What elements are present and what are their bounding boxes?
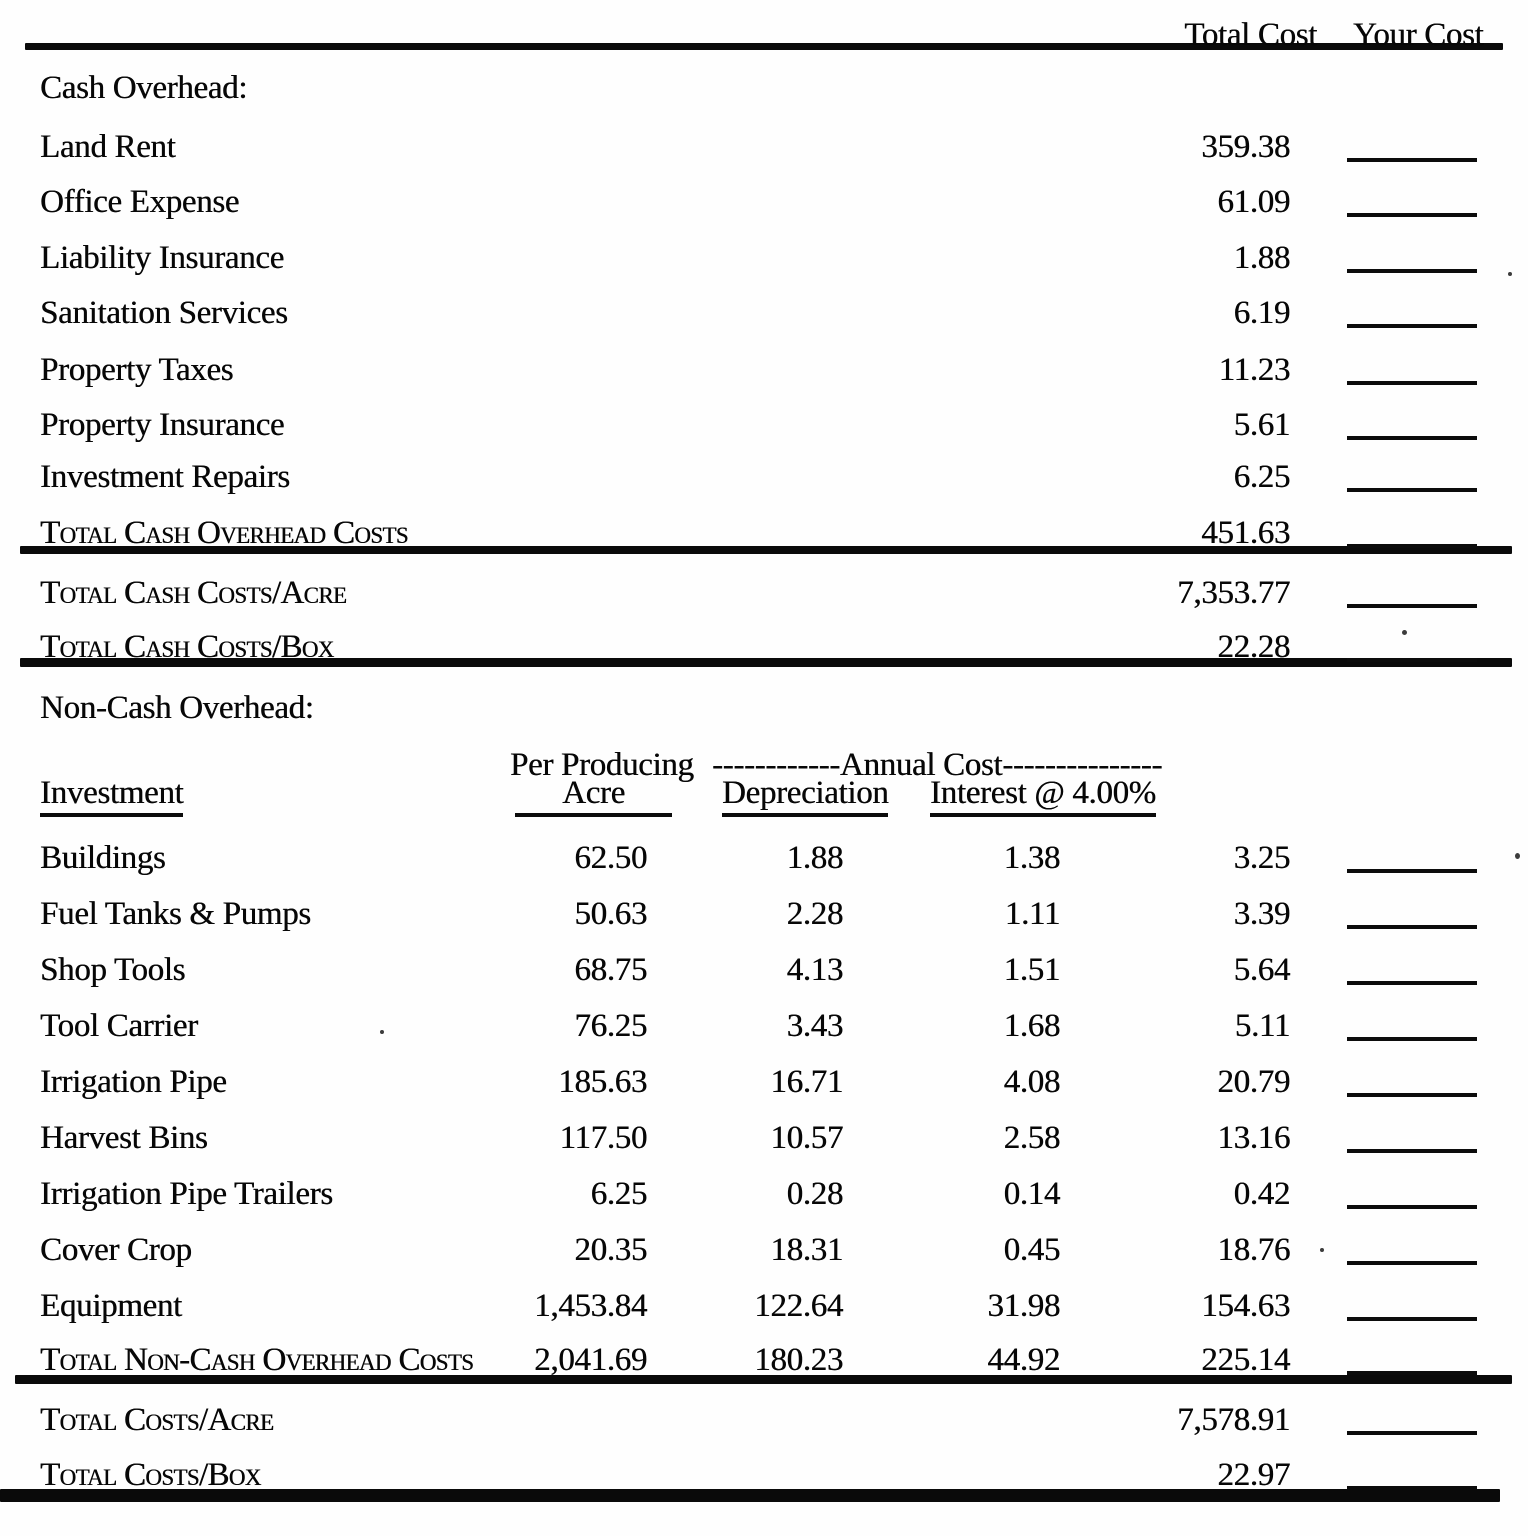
per-acre-value: 117.50: [559, 1120, 647, 1156]
summary-row-label: Total Cash Costs/Acre: [40, 575, 347, 611]
total-cost-value: 225.14: [1201, 1342, 1290, 1378]
row-sanitation-services: [0, 292, 1528, 330]
total-cost-value: 154.63: [1201, 1288, 1290, 1324]
your-cost-blank-line: [1347, 1431, 1477, 1435]
row-label: Liability Insurance: [40, 240, 284, 276]
per-acre-value: 68.75: [574, 952, 647, 988]
row-label: Property Insurance: [40, 407, 285, 443]
total-cost-value: 13.16: [1217, 1120, 1290, 1156]
per-producing-header: Per Producing: [510, 747, 694, 783]
total-cost-value: 61.09: [1217, 184, 1290, 220]
summary-row-label: Total Costs/Box: [40, 1457, 261, 1493]
your-cost-blank-line: [1347, 1037, 1477, 1041]
row-liability-insurance: [0, 237, 1528, 275]
total-cost-value: 3.39: [1233, 896, 1290, 932]
row-cover-crop: [0, 1229, 1528, 1267]
row-total-cash-costs-box: [0, 626, 1528, 664]
row-label: Investment Repairs: [40, 459, 290, 495]
interest-value: 0.14: [1003, 1176, 1060, 1212]
acre-column-header: Acre: [515, 777, 672, 817]
row-irrigation-pipe-trailers: [0, 1173, 1528, 1211]
interest-value: 1.68: [1003, 1008, 1060, 1044]
your-cost-blank-line: [1347, 1486, 1477, 1490]
your-cost-blank-line: [1347, 158, 1477, 162]
row-equipment: [0, 1285, 1528, 1323]
total-cost-value: 7,578.91: [1177, 1402, 1290, 1438]
row-harvest-bins: [0, 1117, 1528, 1155]
column-header-row: [0, 14, 1528, 52]
depreciation-value: 16.71: [770, 1064, 843, 1100]
depreciation-value: 0.28: [786, 1176, 843, 1212]
your-cost-blank-line: [1347, 488, 1477, 492]
your-cost-blank-line: [1347, 1261, 1477, 1265]
row-label: Irrigation Pipe: [40, 1064, 227, 1100]
per-acre-value: 50.63: [574, 896, 647, 932]
interest-value: 1.51: [1003, 952, 1060, 988]
row-fuel-tanks-pumps: [0, 893, 1528, 931]
your-cost-blank-line: [1347, 544, 1477, 548]
row-label: Property Taxes: [40, 352, 234, 388]
total-cost-value: 18.76: [1217, 1232, 1290, 1268]
row-shop-tools: [0, 949, 1528, 987]
your-cost-blank-line: [1347, 1205, 1477, 1209]
row-land-rent: [0, 126, 1528, 164]
row-label: Buildings: [40, 840, 166, 876]
row-investment-repairs: [0, 456, 1528, 494]
total-cost-value: 451.63: [1201, 515, 1290, 551]
row-total-non-cash-overhead-costs: [0, 1339, 1528, 1377]
your-cost-blank-line: [1347, 658, 1477, 662]
total-cost-value: 3.25: [1233, 840, 1290, 876]
interest-column-header: Interest @ 4.00%: [930, 777, 1156, 817]
your-cost-blank-line: [1347, 925, 1477, 929]
depreciation-value: 4.13: [786, 952, 843, 988]
investment-header-line2: [0, 775, 1528, 817]
summary-row-label: Total Cash Costs/Box: [40, 629, 334, 665]
depreciation-value: 3.43: [786, 1008, 843, 1044]
total-row-label: Total Non-Cash Overhead Costs: [40, 1342, 474, 1378]
row-label: Cover Crop: [40, 1232, 192, 1268]
total-cost-value: 22.97: [1217, 1457, 1290, 1493]
row-label: Sanitation Services: [40, 295, 288, 331]
your-cost-column-header: Your Cost: [1353, 17, 1484, 53]
row-irrigation-pipe: [0, 1061, 1528, 1099]
total-cost-value: 6.25: [1233, 459, 1290, 495]
row-label: Equipment: [40, 1288, 182, 1324]
total-cost-value: 11.23: [1218, 352, 1290, 388]
per-acre-value: 20.35: [574, 1232, 647, 1268]
total-cost-column-header: Total Cost: [1184, 17, 1317, 53]
depreciation-column-header: Depreciation: [722, 777, 888, 817]
total-cost-value: 5.64: [1233, 952, 1290, 988]
interest-value: 44.92: [987, 1342, 1060, 1378]
depreciation-value: 2.28: [786, 896, 843, 932]
row-office-expense: [0, 181, 1528, 219]
per-acre-value: 62.50: [574, 840, 647, 876]
row-total-cash-costs-acre: [0, 572, 1528, 610]
per-acre-value: 185.63: [558, 1064, 647, 1100]
total-cost-value: 359.38: [1201, 129, 1290, 165]
depreciation-value: 122.64: [754, 1288, 843, 1324]
total-cost-value: 6.19: [1233, 295, 1290, 331]
row-property-taxes: [0, 349, 1528, 387]
row-total-costs-box: [0, 1454, 1528, 1492]
row-tool-carrier: [0, 1005, 1528, 1043]
your-cost-blank-line: [1347, 1317, 1477, 1321]
annual-cost-header: ------------Annual Cost---------------: [712, 747, 1163, 783]
non-cash-overhead-heading-row: [0, 687, 1528, 725]
interest-value: 2.58: [1003, 1120, 1060, 1156]
total-cost-value: 7,353.77: [1177, 575, 1290, 611]
your-cost-blank-line: [1347, 324, 1477, 328]
interest-value: 0.45: [1003, 1232, 1060, 1268]
per-acre-value: 6.25: [590, 1176, 647, 1212]
your-cost-blank-line: [1347, 869, 1477, 873]
row-label: Office Expense: [40, 184, 240, 220]
your-cost-blank-line: [1347, 981, 1477, 985]
total-cost-value: 1.88: [1233, 240, 1290, 276]
total-cost-value: 0.42: [1233, 1176, 1290, 1212]
per-acre-value: 76.25: [574, 1008, 647, 1044]
investment-column-header: Investment: [40, 777, 183, 817]
interest-value: 1.38: [1003, 840, 1060, 876]
total-cost-value: 20.79: [1217, 1064, 1290, 1100]
cash-overhead-heading-row: [0, 67, 1528, 105]
row-buildings: [0, 837, 1528, 875]
row-total-costs-acre: [0, 1399, 1528, 1437]
your-cost-blank-line: [1347, 1093, 1477, 1097]
row-label: Irrigation Pipe Trailers: [40, 1176, 333, 1212]
row-total-cash-overhead-costs: [0, 512, 1528, 550]
total-row-label: Total Cash Overhead Costs: [40, 515, 408, 551]
row-label: Fuel Tanks & Pumps: [40, 896, 311, 932]
depreciation-value: 1.88: [786, 840, 843, 876]
your-cost-blank-line: [1347, 1371, 1477, 1375]
per-acre-value: 2,041.69: [534, 1342, 647, 1378]
section-heading: Non-Cash Overhead:: [40, 690, 314, 726]
per-acre-value: 1,453.84: [534, 1288, 647, 1324]
row-label: Shop Tools: [40, 952, 186, 988]
summary-row-label: Total Costs/Acre: [40, 1402, 274, 1438]
total-cost-value: 5.11: [1234, 1008, 1290, 1044]
row-label: Land Rent: [40, 129, 176, 165]
total-cost-value: 22.28: [1217, 629, 1290, 665]
your-cost-blank-line: [1347, 604, 1477, 608]
row-label: Tool Carrier: [40, 1008, 198, 1044]
your-cost-blank-line: [1347, 213, 1477, 217]
total-cost-value: 5.61: [1233, 407, 1290, 443]
interest-value: 4.08: [1003, 1064, 1060, 1100]
your-cost-blank-line: [1347, 381, 1477, 385]
depreciation-value: 180.23: [754, 1342, 843, 1378]
depreciation-value: 18.31: [770, 1232, 843, 1268]
interest-value: 1.11: [1004, 896, 1060, 932]
your-cost-blank-line: [1347, 269, 1477, 273]
row-label: Harvest Bins: [40, 1120, 208, 1156]
your-cost-blank-line: [1347, 436, 1477, 440]
section-heading: Cash Overhead:: [40, 70, 248, 106]
your-cost-blank-line: [1347, 1149, 1477, 1153]
interest-value: 31.98: [987, 1288, 1060, 1324]
row-property-insurance: [0, 404, 1528, 442]
depreciation-value: 10.57: [770, 1120, 843, 1156]
